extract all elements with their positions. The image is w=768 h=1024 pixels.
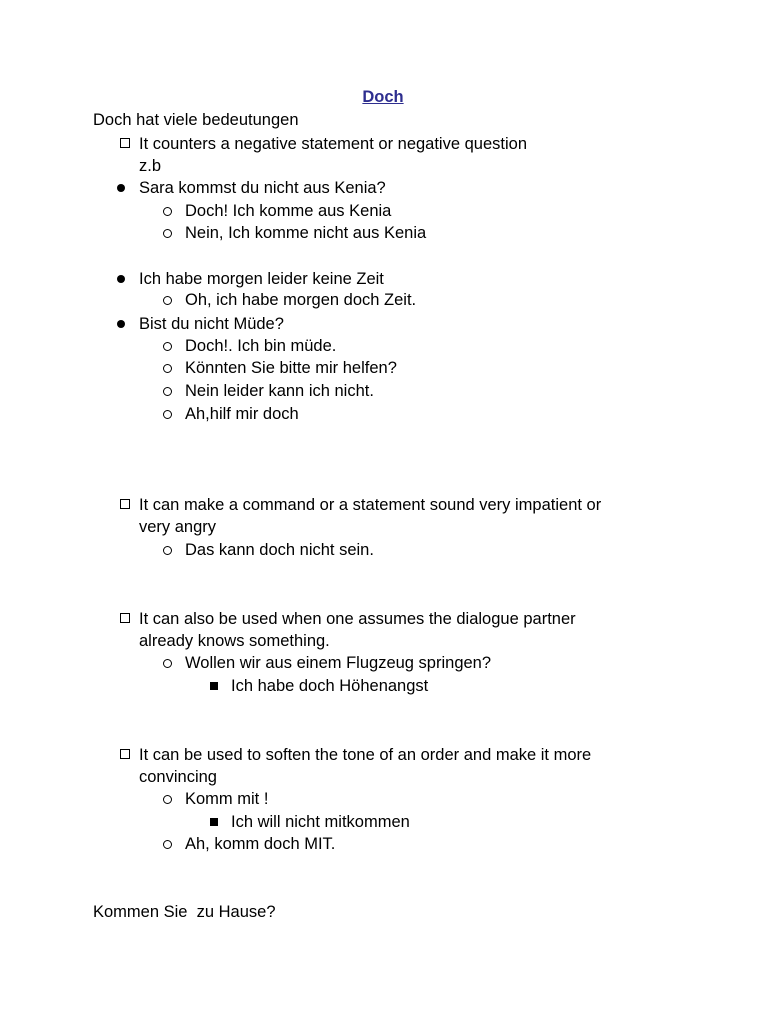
square-bullet-icon xyxy=(210,818,218,826)
section1-q2-answer-1: Oh, ich habe morgen doch Zeit. xyxy=(185,291,417,309)
section4-example-1: Komm mit ! xyxy=(185,790,269,808)
checkbox-bullet-icon xyxy=(120,138,130,148)
section1-heading: It counters a negative statement or negative question xyxy=(139,135,527,153)
section2-example-1: Das kann doch nicht sein. xyxy=(185,541,374,559)
section4-example-1-sub: Ich will nicht mitkommen xyxy=(231,813,410,831)
section1-question-1: Sara kommst du nicht aus Kenia? xyxy=(139,179,386,197)
section1-q3-answer-2: Könnten Sie bitte mir helfen? xyxy=(185,359,397,377)
closing-question: Kommen Sie zu Hause? xyxy=(93,903,276,921)
checkbox-bullet-icon xyxy=(120,749,130,759)
section1-q3-answer-1: Doch!. Ich bin müde. xyxy=(185,337,337,355)
section3-heading-line1: It can also be used when one assumes the dialogue partner xyxy=(139,610,576,628)
section1-q3-answer-3: Nein leider kann ich nicht. xyxy=(185,382,374,400)
circle-bullet-icon xyxy=(163,207,172,216)
circle-bullet-icon xyxy=(163,546,172,555)
section2-heading-line2: very angry xyxy=(139,518,217,536)
checkbox-bullet-icon xyxy=(120,613,130,623)
disc-bullet-icon xyxy=(117,320,125,328)
circle-bullet-icon xyxy=(163,296,172,305)
section1-zb: z.b xyxy=(139,157,162,175)
section4-example-2: Ah, komm doch MIT. xyxy=(185,835,336,853)
circle-bullet-icon xyxy=(163,410,172,419)
circle-bullet-icon xyxy=(163,795,172,804)
section3-example-1-sub: Ich habe doch Höhenangst xyxy=(231,677,429,695)
intro-text: Doch hat viele bedeutungen xyxy=(93,111,299,129)
document-title[interactable]: Doch xyxy=(362,88,404,106)
circle-bullet-icon xyxy=(163,387,172,396)
circle-bullet-icon xyxy=(163,342,172,351)
circle-bullet-icon xyxy=(163,659,172,668)
square-bullet-icon xyxy=(210,682,218,690)
circle-bullet-icon xyxy=(163,364,172,373)
section1-q3-answer-4: Ah,hilf mir doch xyxy=(185,405,299,423)
section1-q1-answer-2: Nein, Ich komme nicht aus Kenia xyxy=(185,224,427,242)
disc-bullet-icon xyxy=(117,275,125,283)
section3-example-1: Wollen wir aus einem Flugzeug springen? xyxy=(185,654,492,672)
section1-question-3: Bist du nicht Müde? xyxy=(139,315,284,333)
checkbox-bullet-icon xyxy=(120,499,130,509)
section4-heading-line1: It can be used to soften the tone of an order and make it more xyxy=(139,746,592,764)
circle-bullet-icon xyxy=(163,229,172,238)
section4-heading-line2: convincing xyxy=(139,768,217,786)
disc-bullet-icon xyxy=(117,184,125,192)
section1-question-2: Ich habe morgen leider keine Zeit xyxy=(139,270,384,288)
section1-q1-answer-1: Doch! Ich komme aus Kenia xyxy=(185,202,392,220)
section3-heading-line2: already knows something. xyxy=(139,632,330,650)
circle-bullet-icon xyxy=(163,840,172,849)
section2-heading-line1: It can make a command or a statement sound very impatient or xyxy=(139,496,602,514)
